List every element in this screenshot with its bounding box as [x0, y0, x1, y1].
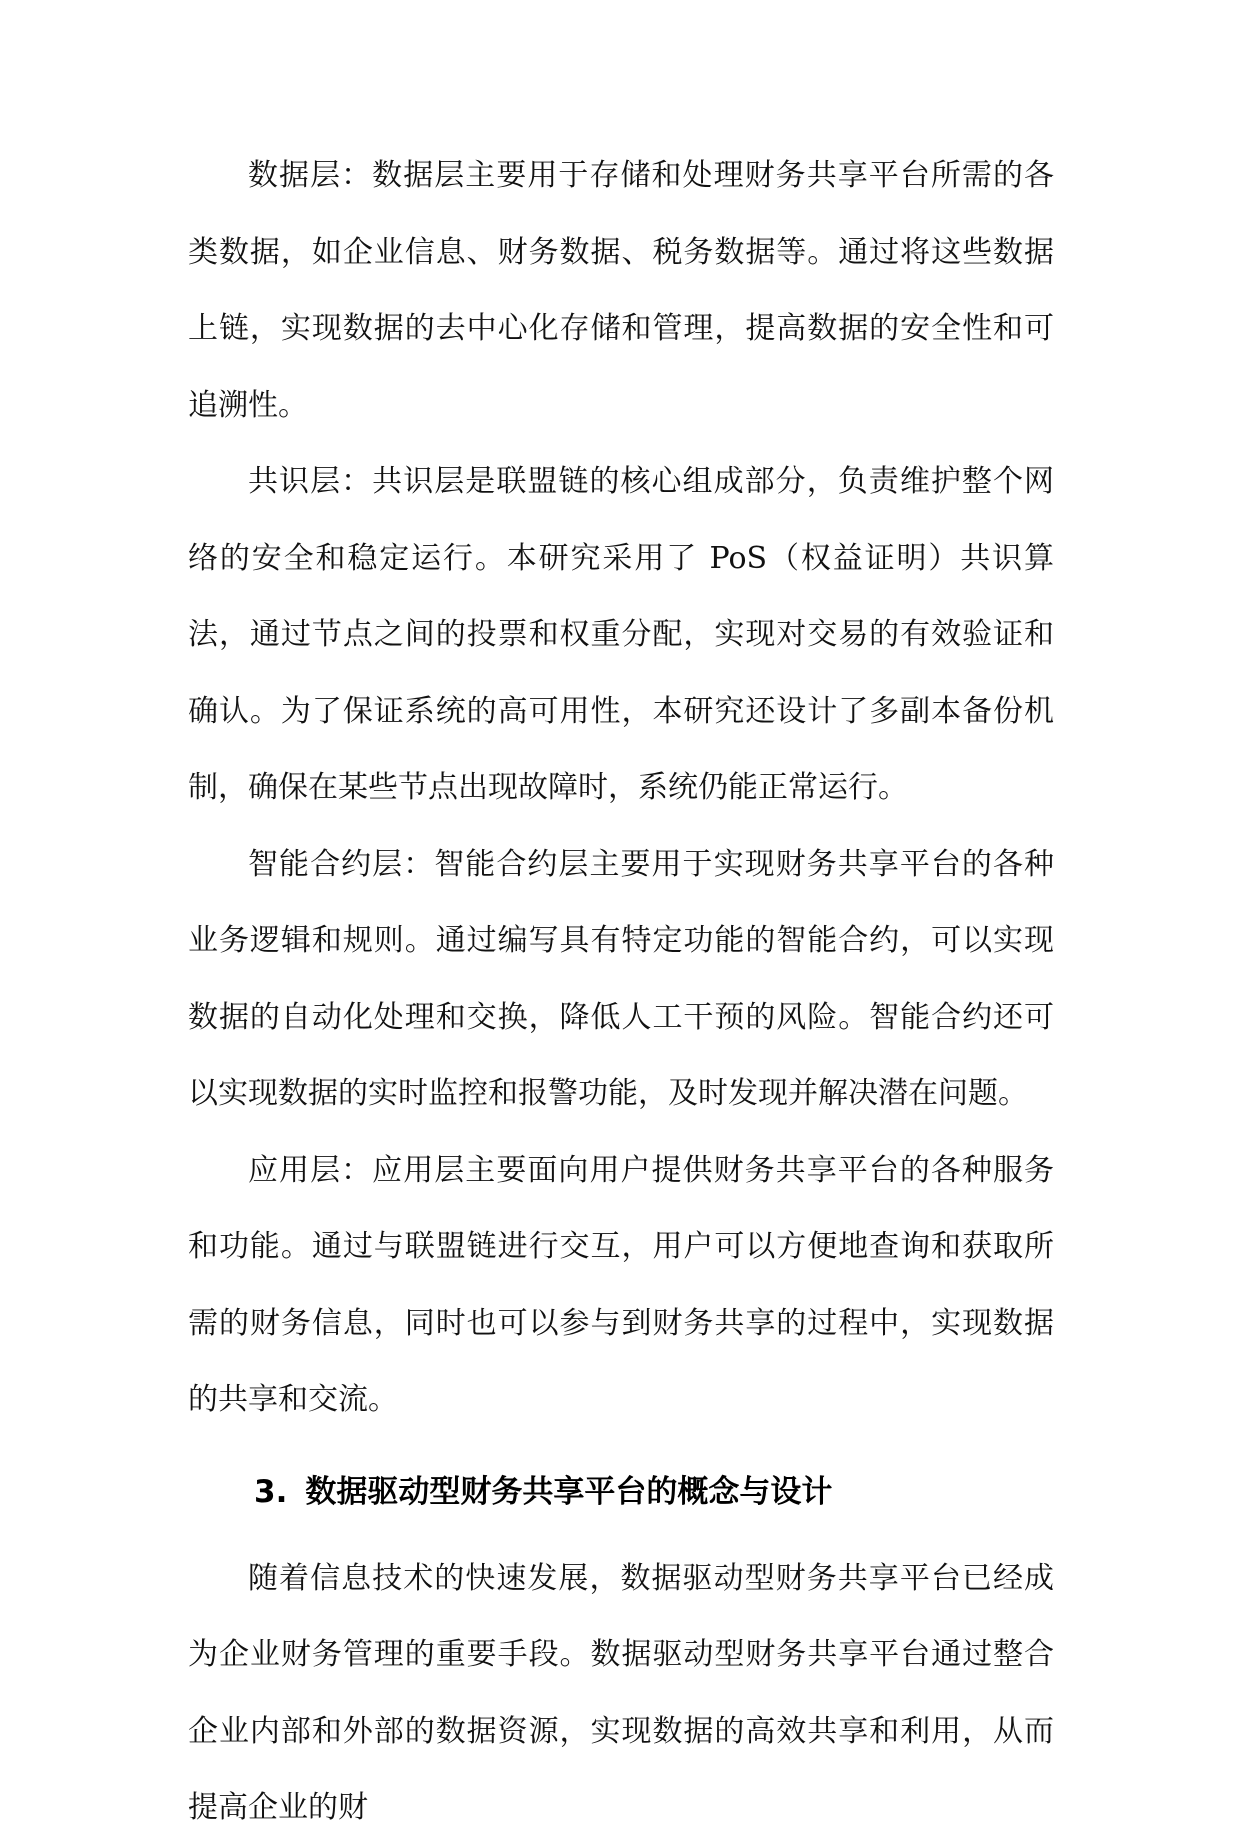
document-body	[188, 138, 1054, 1847]
section-title: 数据驱动型财务共享平台的概念与设计	[305, 1473, 833, 1510]
section-heading	[188, 1461, 1054, 1523]
paragraph-intro: 随着信息技术的快速发展，数据驱动型财务共享平台已经成为企业财务管理的重要手段。数据驱动型财务共享平台通过整合企业内部和外部的数据资源，实现数据的高效共享和利用，从而提高企业的财	[188, 1560, 1054, 1825]
paragraph-data-layer: 数据层：数据层主要用于存储和处理财务共享平台所需的各类数据，如企业信息、财务数据、税务数据等。通过将这些数据上链，实现数据的去中心化存储和管理，提高数据的安全性和可追溯性。	[188, 158, 1054, 423]
paragraph-consensus-layer: 共识层：共识层是联盟链的核心组成部分，负责维护整个网络的安全和稳定运行。本研究采用了 PoS（权益证明）共识算法，通过节点之间的投票和权重分配，实现对交易的有效验证和确认。为了保证系统的高可用性，本研究还设计了多副本备份机制，确保在某些节点出现故障时，系统仍能正常运行。	[188, 464, 1054, 805]
paragraph-smart-contract-layer: 智能合约层：智能合约层主要用于实现财务共享平台的各种业务逻辑和规则。通过编写具有特定功能的智能合约，可以实现数据的自动化处理和交换，降低人工干预的风险。智能合约还可以实现数据的实时监控和报警功能，及时发现并解决潜在问题。	[188, 846, 1054, 1111]
paragraph-application-layer: 应用层：应用层主要面向用户提供财务共享平台的各种服务和功能。通过与联盟链进行交互，用户可以方便地查询和获取所需的财务信息，同时也可以参与到财务共享的过程中，实现数据的共享和交流。	[188, 1152, 1054, 1417]
section-number: 3.	[254, 1473, 288, 1510]
